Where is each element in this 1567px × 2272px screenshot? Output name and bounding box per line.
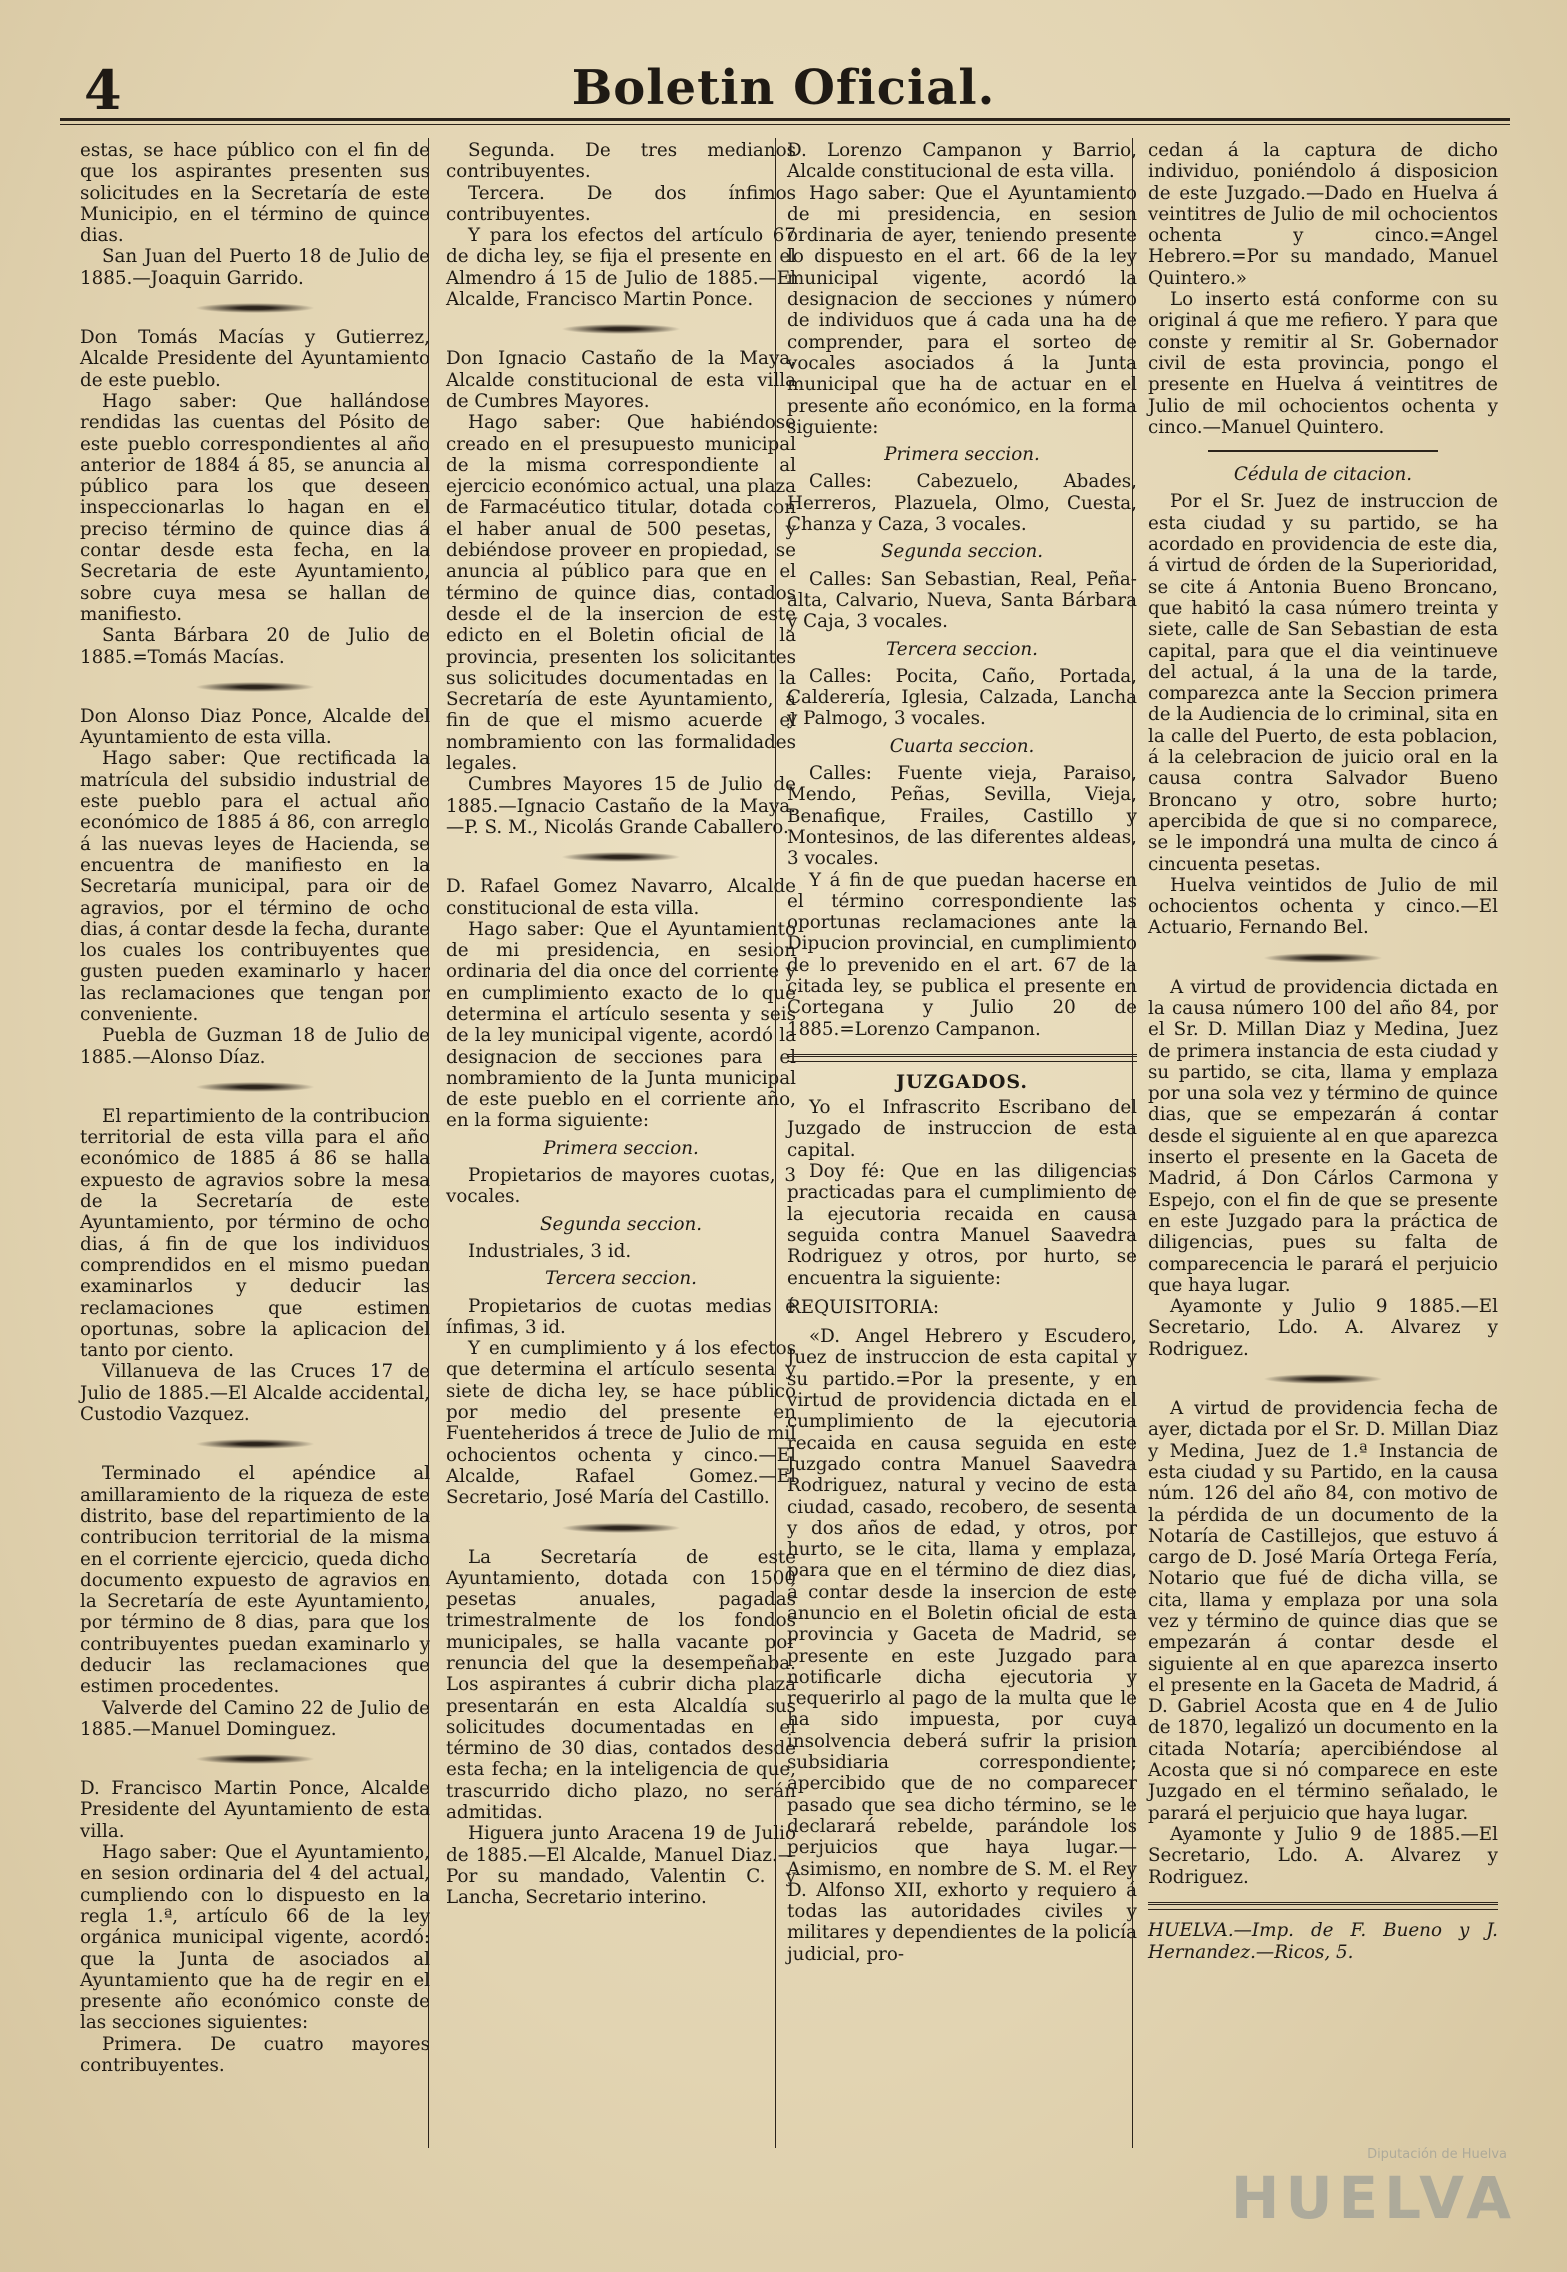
section-title: Cédula de citacion. — [1233, 464, 1413, 486]
notice-text: Y á fin de que puedan hacerse en el término correspondiente las oportunas reclamaciones ante la Dipucion provincial, en cumplimiento de lo prevenido en el art. 67 de la citada ley, se publica el presente en Cortegana y Julio 20 de 1885.=Lorenzo Campanon. — [787, 869, 1137, 1040]
notice-text: Hago saber: Que el Ayuntamiento, en sesion ordinaria del 4 del actual, cumpliendo con lo dispuesto en la regla 1.ª, artículo 66 de la ley orgánica municipal vigente, acordó: que la Junta de asociados al Ayuntamiento que ha de regir en el presente año económico conste de las secciones siguientes: — [80, 1842, 430, 2034]
requisitoria-title: REQUISITORIA: — [787, 1296, 939, 1318]
separator — [195, 682, 315, 692]
footer-rule — [1148, 1902, 1498, 1910]
notice-text: Y en cumplimiento y á los efectos que determina el artículo sesenta y siete de dicha ley, se hace público por medio del presente en Fuenteheridos á trece de Julio de mil ochocientos ochenta y cinco.—El Alcalde, Rafael Gomez.—El Secretario, José María del Castillo. — [446, 1338, 796, 1509]
separator — [195, 1082, 315, 1092]
section-title: Segunda seccion. — [539, 1213, 703, 1235]
section-title: Primera seccion. — [543, 1137, 699, 1159]
notice-heading: Don Tomás Macías y Gutierrez, Alcalde Presidente del Ayuntamiento de este pueblo. — [80, 327, 430, 391]
notice-text: Terminado el apéndice al amillaramiento de la riqueza de este distrito, base del repartimiento de la contribucion territorial de la misma en el corriente ejercicio, queda dicho documento expuesto de agravios en la Secretaría de este Ayuntamiento, por término de 8 dias, para que los contribuyentes puedan examinarlo y deducir las reclamaciones que estimen procedentes. — [80, 1463, 430, 1698]
notice-text: «D. Angel Hebrero y Escudero, Juez de instruccion de esta capital y su partido.=Por la presente, y en virtud de providencia dictada en el cumplimiento de la ejecutoria recaida en causa seguida en este Juzgado contra Manuel Saavedra Rodriguez, natural y vecino de esta ciudad, casado, recobero, de sesenta y dos años de edad, y otros, por hurto, se le cita, llama y emplaza, para que en el término de diez dias, á contar desde la insercion de este anuncio en el Boletin oficial de esta provincia y Gaceta de Madrid, se presente en este Juzgado para notificarle dicha ejecutoria y requerirlo al pago de la multa que le ha sido impuesta, por cuya insolvencia deberá sufrir la prision subsidiaria correspondiente; apercibido que de no comparecer pasado que sea dicho término, se le declarará rebelde, parándole los perjuicios que haya lugar.—Asimismo, en nombre de S. M. el Rey D. Alfonso XII, exhorto y requiero á todas las autoridades civiles y militares y dependientes de la policía judicial, pro- — [787, 1326, 1137, 1965]
page-number: 4 — [84, 58, 122, 122]
notice-signature: Cumbres Mayores 15 de Julio de 1885.—Ignacio Castaño de la Maya.—P. S. M., Nicolás Grande Caballero. — [446, 774, 796, 838]
notice-text: estas, se hace público con el fin de que los aspirantes presenten sus solicitudes en la Secretaría de este Municipio, en el término de quince dias. — [80, 140, 430, 247]
notice-text: Tercera. De dos ínfimos contribuyentes. — [446, 182, 796, 225]
notice-text: Yo el Infrascrito Escribano del Juzgado de instruccion de esta capital. — [787, 1097, 1137, 1161]
masthead-title: Boletin Oficial. — [571, 60, 996, 116]
column-1 — [80, 140, 430, 2076]
separator — [1263, 1374, 1383, 1384]
notice-signature: Ayamonte y Julio 9 de 1885.—El Secretario, Ldo. A. Alvarez y Rodriguez. — [1148, 1823, 1498, 1888]
notice-heading: D. Lorenzo Campanon y Barrio, Alcalde constitucional de esta villa. — [787, 140, 1137, 183]
notice-text: Calles: San Sebastian, Real, Peña-alta, Calvario, Nueva, Santa Bárbara y Caja, 3 vocales. — [787, 568, 1137, 633]
notice-heading: Don Ignacio Castaño de la Maya, Alcalde constitucional de esta villa de Cumbres Mayores. — [446, 348, 796, 412]
separator — [195, 1439, 315, 1449]
section-title: Segunda seccion. — [880, 541, 1044, 563]
section-title: Cuarta seccion. — [889, 735, 1035, 757]
notice-text: Segunda. De tres medianos contribuyentes. — [446, 140, 796, 183]
notice-text: Industriales, 3 id. — [468, 1240, 632, 1262]
notice-text: Calles: Pocita, Caño, Portada, Calderería, Iglesia, Calzada, Lancha y Palmogo, 3 vocales. — [787, 665, 1137, 730]
section-rule — [787, 1054, 1137, 1062]
notice-signature: San Juan del Puerto 18 de Julio de 1885.—Joaquin Garrido. — [80, 246, 430, 289]
notice-signature: Huelva veintidos de Julio de mil ochocientos ochenta y cinco.—El Actuario, Fernando Bel. — [1148, 874, 1498, 939]
notice-text: Propietarios de cuotas medias é ínfimas, 3 id. — [446, 1295, 796, 1338]
section-heading-juzgados: JUZGADOS. — [895, 1070, 1029, 1093]
notice-heading: D. Francisco Martin Ponce, Alcalde Presidente del Ayuntamiento de esta villa. — [80, 1778, 430, 1842]
notice-text: Calles: Cabezuelo, Abades, Herreros, Plazuela, Olmo, Cuesta, Chanza y Caza, 3 vocales. — [787, 471, 1137, 536]
notice-text: El repartimiento de la contribucion territorial de esta villa para el año económico de 1885 á 86 se halla expuesto de agravios sobre la mesa de la Secretaría de este Ayuntamiento, por término de ocho dias, á fin de que los individuos comprendidos en el mismo puedan examinarlos y deducir las reclamaciones que estimen oportunas, sobre la aplicacion del tanto por ciento. — [80, 1105, 430, 1362]
notice-text: Y para los efectos del artículo 67 de dicha ley, se fija el presente en el Almendro á 15 de Julio de 1885.—El Alcalde, Francisco Martin Ponce. — [446, 225, 796, 311]
notice-text: A virtud de providencia dictada en la causa número 100 del año 84, por el Sr. D. Millan Diaz y Medina, Juez de primera instancia de esta ciudad y su partido, se cita, llama y emplaza por una sola vez y término de quince dias, que se empezarán á contar desde el siguiente al en que aparezca inserto el presente en la Gaceta de Madrid, á Don Cárlos Carmona y Espejo, con el fin de que se presente en este Juzgado para la práctica de diligencias, pues su falta de comparecencia le parará el perjuicio que haya lugar. — [1148, 976, 1498, 1296]
notice-text: Primera. De cuatro mayores contribuyentes. — [80, 2033, 430, 2077]
column-4 — [1148, 140, 1498, 1964]
notice-text: Hago saber: Que el Ayuntamiento de mi presidencia, en sesion ordinaria del dia once del corriente y en cumplimiento exacto de lo que determina el artículo sesenta y seis de la ley municipal vigente, acordó la designacion de secciones para el nombramiento de la Junta municipal de este pueblo en el corriente año, en la forma siguiente: — [446, 918, 796, 1132]
notice-text: Por el Sr. Juez de instruccion de esta ciudad y su partido, se ha acordado en providencia de este dia, á virtud de órden de la Superioridad, se cite á Antonia Bueno Broncano, que habitó la casa número treinta y siete, calle de San Sebastian de esta capital, para que el dia veintinueve del actual, á la una de la tarde, comparezca ante la Seccion primera de la Audiencia de lo criminal, sita en la calle del Puerto, de esta poblacion, á la celebracion de juicio oral en la causa contra Salvador Bueno Broncano y otro, sobre hurto; apercibida de que si no comparece, se le impondrá una multa de cinco á cincuenta pesetas. — [1148, 491, 1498, 875]
section-title: Primera seccion. — [884, 444, 1040, 466]
stamp-text: HUELVA — [1230, 2164, 1517, 2232]
notice-text: cedan á la captura de dicho individuo, poniéndolo á disposicion de este Juzgado.—Dado en Huelva á veintitres de Julio de mil ochocientos ochenta y cinco.=Angel Hebrero.=Por su mandado, Manuel Quintero.» — [1148, 140, 1498, 289]
notice-text: La Secretaría de este Ayuntamiento, dotada con 1500 pesetas anuales, pagadas trimestralmente de los fondos municipales, se halla vacante por renuncia del que la desempeñaba. Los aspirantes á cubrir dicha plaza presentarán en esta Alcaldía sus solicitudes documentadas en el término de 30 dias, contados desde esta fecha; en la inteligencia de que, trascurrido dicho plazo, no serán admitidas. — [446, 1546, 796, 1824]
section-title: Tercera seccion. — [545, 1268, 697, 1290]
printer-imprint: HUELVA.—Imp. de F. Bueno y J. Hernandez.—Ricos, 5. — [1148, 1919, 1498, 1963]
notice-signature: Santa Bárbara 20 de Julio de 1885.=Tomás Macías. — [80, 625, 430, 668]
separator — [561, 852, 681, 862]
stamp-subtext: Diputación de Huelva — [1367, 2147, 1507, 2162]
notice-text: Hago saber: Que el Ayuntamiento de mi presidencia, en sesion ordinaria de ayer, teniendo presente lo dispuesto en el art. 66 de la ley municipal vigente, acordó la designacion de secciones y número de individuos que á cada una ha de comprender, para el sorteo de vocales asociados á la Junta municipal que ha de actuar en el presente año económico, en la forma siguiente: — [787, 182, 1137, 438]
header-rule — [60, 118, 1510, 125]
notice-text: Hago saber: Que rectificada la matrícula del subsidio industrial de este pueblo para el actual año económico de 1885 á 86, con arreglo á las nuevas leyes de Hacienda, se encuentra de manifiesto en la Secretaría municipal, para oir de agravios, por el término de ocho dias, á contar desde la fecha, durante los cuales los contribuyentes que gusten pueden examinarlo y hacer las reclamaciones que tengan por conveniente. — [80, 748, 430, 1025]
notice-text: Doy fé: Que en las diligencias practicadas para el cumplimiento de la ejecutoria recaida en causa seguida contra Manuel Saavedra Rodriguez y otros, por hurto, se encuentra la siguiente: — [787, 1161, 1137, 1289]
notice-text: Hago saber: Que habiéndose creado en el presupuesto municipal de la misma correspondiente al ejercicio económico actual, una plaza de Farmacéutico titular, dotada con el haber anual de 500 pesetas, y debiéndose proveer en propiedad, se anuncia al público para que en el término de quince dias, contados desde el de la insercion de este edicto en el Boletin oficial de la provincia, presenten los solicitantes sus solicitudes documentadas en la Secretaría de este Ayuntamiento, á fin de que el mismo acuerde el nombramiento con las formalidades legales. — [446, 412, 796, 775]
separator — [561, 1523, 681, 1533]
library-stamp — [1207, 2132, 1527, 2232]
separator — [1208, 450, 1438, 452]
notice-signature: Villanueva de las Cruces 17 de Julio de 1885.—El Alcalde accidental, Custodio Vazquez. — [80, 1361, 430, 1426]
column-2 — [446, 140, 796, 1909]
column-3 — [787, 140, 1137, 1965]
notice-text: A virtud de providencia fecha de ayer, dictada por el Sr. D. Millan Diaz y Medina, Juez de 1.ª Instancia de esta ciudad y su Partido, en la causa núm. 126 del año 84, con motivo de la pérdida de un documento de la Notaría de Castillejos, que estuvo á cargo de D. José María Ortega Fería, Notario que fué de dicha villa, se cita, llama y emplaza por una sola vez y término de quince dias que se empezarán á contar desde el siguiente al en que aparezca inserto el presente en la Gaceta de Madrid, á D. Gabriel Acosta que en 4 de Julio de 1870, legalizó un documento en la citada Notaría; apercibiéndose al Acosta que si nó comparece en este Juzgado en el término señalado, le parará el perjuicio que haya lugar. — [1148, 1398, 1498, 1824]
notice-signature: Ayamonte y Julio 9 1885.—El Secretario, Ldo. A. Alvarez y Rodriguez. — [1148, 1296, 1498, 1360]
notice-signature: Higuera junto Aracena 19 de Julio de 1885.—El Alcalde, Manuel Diaz.—Por su mandado, Valentin C. y Lancha, Secretario interino. — [446, 1823, 796, 1909]
notice-text: Hago saber: Que hallándose rendidas las cuentas del Pósito de este pueblo correspondientes al año anterior de 1884 á 85, se anuncia al público para los que deseen inspeccionarlas lo hagan en el preciso término de quince dias á contar desde esta fecha, en la Secretaria de este Ayuntamiento, sobre cuya mesa se hallan de manifiesto. — [80, 390, 430, 625]
separator — [195, 303, 315, 313]
notice-heading: D. Rafael Gomez Navarro, Alcalde constitucional de esta villa. — [446, 876, 796, 919]
notice-text: Calles: Fuente vieja, Paraiso, Mendo, Peñas, Sevilla, Vieja, Benafique, Frailes, Castillo y Montesinos, de las diferentes aldeas, 3 vocales. — [787, 763, 1137, 870]
notice-heading: Don Alonso Diaz Ponce, Alcalde del Ayuntamiento de esta villa. — [80, 705, 430, 749]
section-title: Tercera seccion. — [886, 638, 1038, 660]
separator — [195, 1754, 315, 1764]
separator — [561, 324, 681, 334]
separator — [1263, 953, 1383, 963]
notice-signature: Valverde del Camino 22 de Julio de 1885.—Manuel Dominguez. — [80, 1697, 430, 1740]
notice-text: Lo inserto está conforme con su original á que me refiero. Y para que conste y remitir al Sr. Gobernador civil de esta provincia, pongo el presente en Huelva á veintitres de Julio de mil ochocientos ochenta y cinco.—Manuel Quintero. — [1148, 289, 1498, 438]
notice-text: Propietarios de mayores cuotas, 3 vocales. — [446, 1165, 796, 1208]
notice-signature: Puebla de Guzman 18 de Julio de 1885.—Alonso Díaz. — [80, 1025, 430, 1068]
